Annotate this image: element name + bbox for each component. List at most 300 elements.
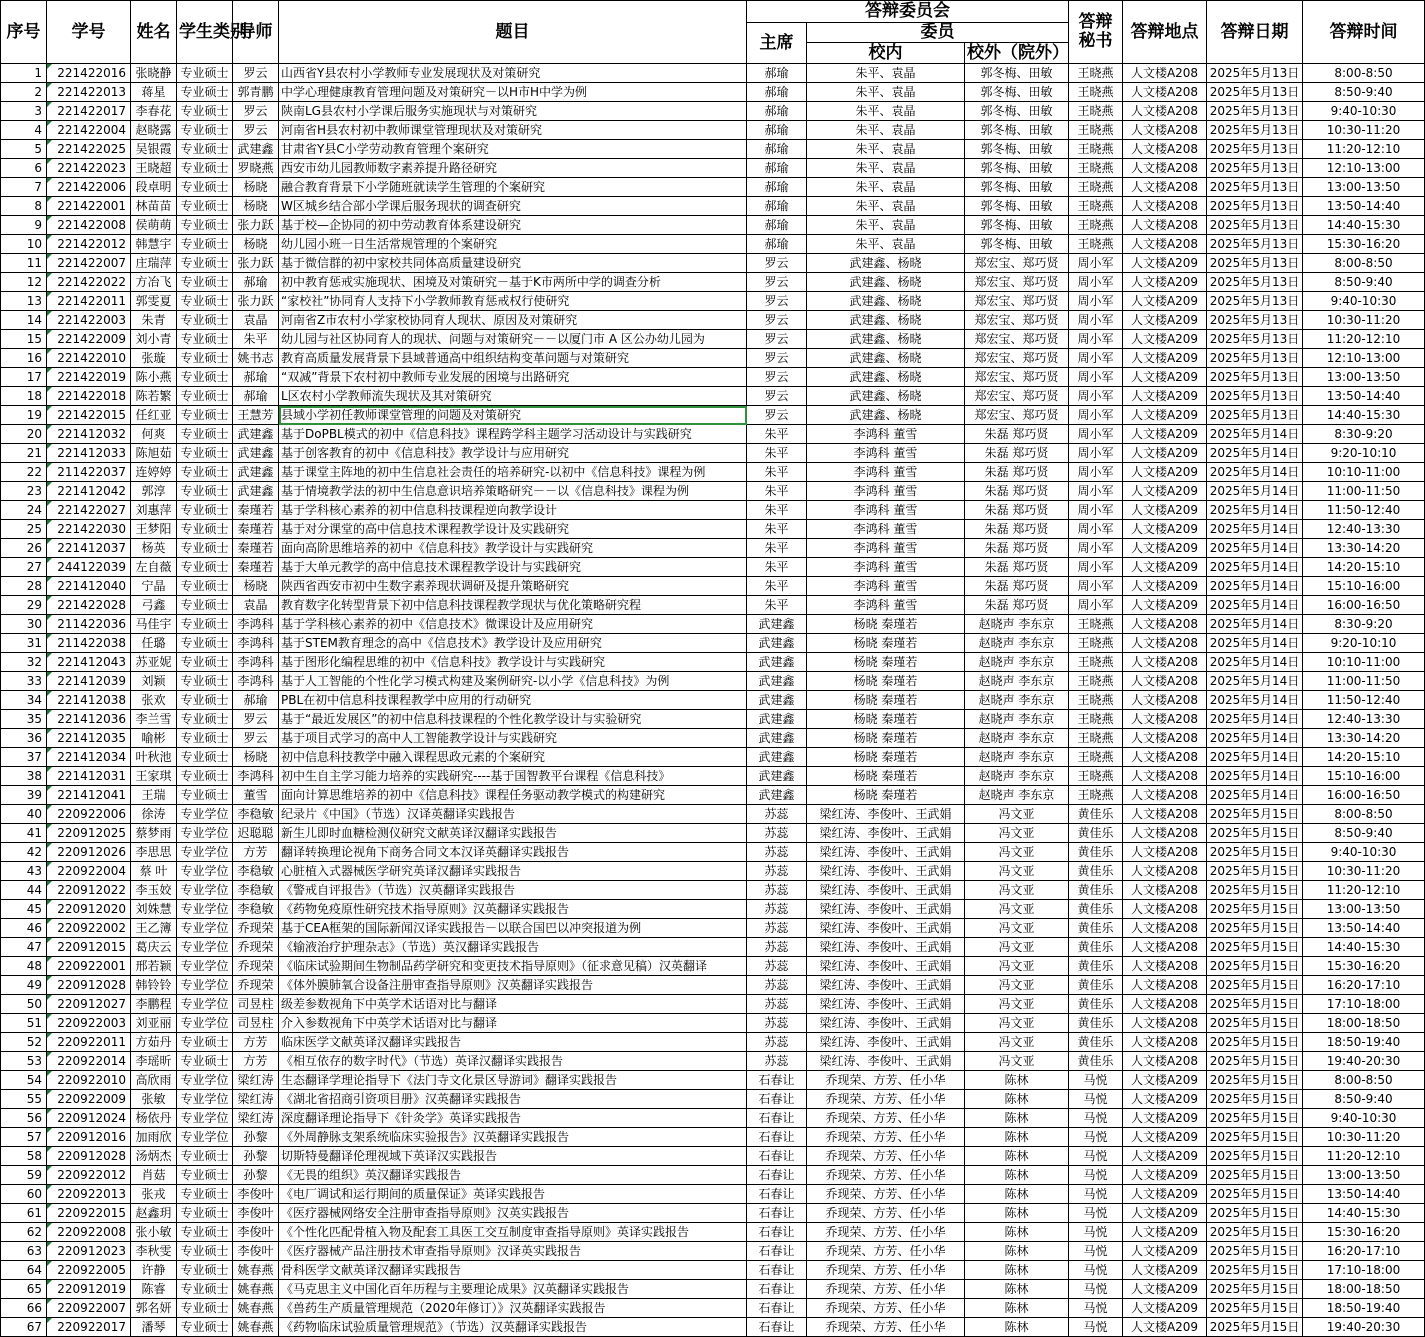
table-row[interactable] bbox=[1, 1185, 1425, 1204]
cell-time[interactable]: 9:40-10:30 bbox=[1303, 843, 1425, 862]
cell-student-id[interactable]: 221412043 bbox=[47, 653, 131, 672]
cell-secretary[interactable]: 黄佳乐 bbox=[1069, 976, 1123, 995]
cell-time[interactable]: 13:30-14:20 bbox=[1303, 729, 1425, 748]
cell-time[interactable]: 10:30-11:20 bbox=[1303, 311, 1425, 330]
cell-name[interactable]: 刘姝慧 bbox=[131, 900, 177, 919]
cell-seq[interactable]: 54 bbox=[1, 1071, 47, 1090]
cell-time[interactable]: 17:10-18:00 bbox=[1303, 995, 1425, 1014]
cell-secretary[interactable]: 周小军 bbox=[1069, 501, 1123, 520]
cell-title[interactable]: 骨科医学文献英译汉翻译实践报告 bbox=[279, 1261, 747, 1280]
table-row[interactable] bbox=[1, 1242, 1425, 1261]
cell-title[interactable]: 新生儿即时血糖检测仪研究文献英译汉翻译实践报告 bbox=[279, 824, 747, 843]
cell-advisor[interactable]: 武建鑫 bbox=[233, 463, 279, 482]
table-row[interactable] bbox=[1, 919, 1425, 938]
cell-chair[interactable]: 苏蕊 bbox=[747, 805, 807, 824]
cell-advisor[interactable]: 李稳敏 bbox=[233, 900, 279, 919]
table-row[interactable] bbox=[1, 1109, 1425, 1128]
table-row[interactable] bbox=[1, 1071, 1425, 1090]
cell-seq[interactable]: 43 bbox=[1, 862, 47, 881]
cell-secretary[interactable]: 王晓燕 bbox=[1069, 83, 1123, 102]
table-row[interactable] bbox=[1, 501, 1425, 520]
cell-student-type[interactable]: 专业硕士 bbox=[177, 729, 233, 748]
cell-chair[interactable]: 石春让 bbox=[747, 1242, 807, 1261]
cell-name[interactable]: 郭名妍 bbox=[131, 1299, 177, 1318]
cell-name[interactable]: 王乙簿 bbox=[131, 919, 177, 938]
cell-external-members[interactable]: 陈林 bbox=[965, 1071, 1069, 1090]
cell-internal-members[interactable]: 李鸿科 董雪 bbox=[807, 463, 965, 482]
cell-internal-members[interactable]: 朱平、袁晶 bbox=[807, 64, 965, 83]
header-title[interactable]: 题目 bbox=[279, 1, 747, 64]
cell-student-type[interactable]: 专业硕士 bbox=[177, 1280, 233, 1299]
cell-seq[interactable]: 45 bbox=[1, 900, 47, 919]
cell-time[interactable]: 10:30-11:20 bbox=[1303, 121, 1425, 140]
cell-seq[interactable]: 66 bbox=[1, 1299, 47, 1318]
cell-external-members[interactable]: 冯文亚 bbox=[965, 938, 1069, 957]
cell-location[interactable]: 人文楼A209 bbox=[1123, 292, 1207, 311]
cell-location[interactable]: 人文楼A209 bbox=[1123, 1128, 1207, 1147]
cell-student-id[interactable]: 221422016 bbox=[47, 64, 131, 83]
cell-chair[interactable]: 武建鑫 bbox=[747, 691, 807, 710]
cell-time[interactable]: 14:20-15:10 bbox=[1303, 748, 1425, 767]
cell-title[interactable]: 县域小学初任教师课堂管理的问题及对策研究 bbox=[279, 406, 747, 425]
cell-secretary[interactable]: 黄佳乐 bbox=[1069, 805, 1123, 824]
cell-external-members[interactable]: 朱磊 郑巧贤 bbox=[965, 577, 1069, 596]
cell-time[interactable]: 13:50-14:40 bbox=[1303, 197, 1425, 216]
cell-location[interactable]: 人文楼A209 bbox=[1123, 1109, 1207, 1128]
cell-location[interactable]: 人文楼A208 bbox=[1123, 995, 1207, 1014]
cell-advisor[interactable]: 秦瑾若 bbox=[233, 501, 279, 520]
cell-student-type[interactable]: 专业硕士 bbox=[177, 1261, 233, 1280]
cell-external-members[interactable]: 郑宏宝、郑巧贤 bbox=[965, 387, 1069, 406]
cell-advisor[interactable]: 郝瑜 bbox=[233, 387, 279, 406]
cell-date[interactable]: 2025年5月13日 bbox=[1207, 235, 1303, 254]
cell-location[interactable]: 人文楼A208 bbox=[1123, 900, 1207, 919]
cell-internal-members[interactable]: 武建鑫、杨晓 bbox=[807, 273, 965, 292]
cell-time[interactable]: 15:30-16:20 bbox=[1303, 957, 1425, 976]
cell-date[interactable]: 2025年5月15日 bbox=[1207, 938, 1303, 957]
cell-student-type[interactable]: 专业硕士 bbox=[177, 1033, 233, 1052]
cell-seq[interactable]: 3 bbox=[1, 102, 47, 121]
cell-chair[interactable]: 朱平 bbox=[747, 539, 807, 558]
cell-title[interactable]: 甘肃省Y县C小学劳动教育管理个案研究 bbox=[279, 140, 747, 159]
cell-advisor[interactable]: 姚春燕 bbox=[233, 1261, 279, 1280]
cell-name[interactable]: 蔡 叶 bbox=[131, 862, 177, 881]
cell-student-type[interactable]: 专业硕士 bbox=[177, 1242, 233, 1261]
table-row[interactable] bbox=[1, 881, 1425, 900]
cell-student-id[interactable]: 220912027 bbox=[47, 995, 131, 1014]
cell-secretary[interactable]: 周小军 bbox=[1069, 292, 1123, 311]
cell-external-members[interactable]: 冯文亚 bbox=[965, 919, 1069, 938]
cell-chair[interactable]: 石春让 bbox=[747, 1185, 807, 1204]
cell-seq[interactable]: 2 bbox=[1, 83, 47, 102]
cell-secretary[interactable]: 黄佳乐 bbox=[1069, 1014, 1123, 1033]
cell-time[interactable]: 13:50-14:40 bbox=[1303, 919, 1425, 938]
table-row[interactable] bbox=[1, 1052, 1425, 1071]
cell-location[interactable]: 人文楼A208 bbox=[1123, 843, 1207, 862]
cell-external-members[interactable]: 郭冬梅、田敏 bbox=[965, 64, 1069, 83]
table-row[interactable] bbox=[1, 1166, 1425, 1185]
cell-student-id[interactable]: 220912023 bbox=[47, 1242, 131, 1261]
cell-advisor[interactable]: 杨晓 bbox=[233, 577, 279, 596]
cell-date[interactable]: 2025年5月13日 bbox=[1207, 254, 1303, 273]
cell-title[interactable]: 基于学科核心素养的初中《信息技术》微课设计及应用研究 bbox=[279, 615, 747, 634]
cell-chair[interactable]: 郝瑜 bbox=[747, 83, 807, 102]
cell-advisor[interactable]: 袁晶 bbox=[233, 311, 279, 330]
cell-external-members[interactable]: 冯文亚 bbox=[965, 900, 1069, 919]
cell-location[interactable]: 人文楼A209 bbox=[1123, 254, 1207, 273]
cell-seq[interactable]: 61 bbox=[1, 1204, 47, 1223]
cell-time[interactable]: 8:50-9:40 bbox=[1303, 83, 1425, 102]
cell-secretary[interactable]: 黄佳乐 bbox=[1069, 938, 1123, 957]
cell-chair[interactable]: 苏蕊 bbox=[747, 862, 807, 881]
cell-time[interactable]: 8:00-8:50 bbox=[1303, 1071, 1425, 1090]
cell-name[interactable]: 赵鑫玥 bbox=[131, 1204, 177, 1223]
header-student-id[interactable]: 学号 bbox=[47, 1, 131, 64]
cell-title[interactable]: 《警戒自评报告》（节选）汉英翻译实践报告 bbox=[279, 881, 747, 900]
cell-student-id[interactable]: 221412037 bbox=[47, 539, 131, 558]
cell-advisor[interactable]: 梁红涛 bbox=[233, 1109, 279, 1128]
cell-external-members[interactable]: 陈林 bbox=[965, 1204, 1069, 1223]
cell-student-id[interactable]: 220922009 bbox=[47, 1090, 131, 1109]
cell-student-type[interactable]: 专业硕士 bbox=[177, 330, 233, 349]
table-row[interactable] bbox=[1, 311, 1425, 330]
cell-student-id[interactable]: 220912025 bbox=[47, 824, 131, 843]
cell-date[interactable]: 2025年5月13日 bbox=[1207, 387, 1303, 406]
cell-title[interactable]: 《马克思主义中国化百年历程与主要理论成果》汉英翻译实践报告 bbox=[279, 1280, 747, 1299]
cell-name[interactable]: 连婷婷 bbox=[131, 463, 177, 482]
cell-seq[interactable]: 16 bbox=[1, 349, 47, 368]
cell-student-type[interactable]: 专业硕士 bbox=[177, 121, 233, 140]
cell-chair[interactable]: 罗云 bbox=[747, 406, 807, 425]
table-row[interactable] bbox=[1, 634, 1425, 653]
cell-chair[interactable]: 武建鑫 bbox=[747, 710, 807, 729]
cell-location[interactable]: 人文楼A208 bbox=[1123, 121, 1207, 140]
cell-chair[interactable]: 石春让 bbox=[747, 1261, 807, 1280]
cell-internal-members[interactable]: 杨晓 秦瑾若 bbox=[807, 729, 965, 748]
cell-time[interactable]: 14:20-15:10 bbox=[1303, 558, 1425, 577]
cell-secretary[interactable]: 王晓燕 bbox=[1069, 672, 1123, 691]
cell-time[interactable]: 13:00-13:50 bbox=[1303, 178, 1425, 197]
cell-secretary[interactable]: 马悦 bbox=[1069, 1223, 1123, 1242]
cell-seq[interactable]: 60 bbox=[1, 1185, 47, 1204]
cell-seq[interactable]: 23 bbox=[1, 482, 47, 501]
cell-advisor[interactable]: 武建鑫 bbox=[233, 482, 279, 501]
cell-date[interactable]: 2025年5月14日 bbox=[1207, 539, 1303, 558]
cell-chair[interactable]: 朱平 bbox=[747, 482, 807, 501]
cell-internal-members[interactable]: 朱平、袁晶 bbox=[807, 197, 965, 216]
cell-name[interactable]: 李春花 bbox=[131, 102, 177, 121]
cell-secretary[interactable]: 马悦 bbox=[1069, 1128, 1123, 1147]
cell-date[interactable]: 2025年5月15日 bbox=[1207, 1109, 1303, 1128]
cell-seq[interactable]: 31 bbox=[1, 634, 47, 653]
table-row[interactable] bbox=[1, 1014, 1425, 1033]
cell-advisor[interactable]: 杨晓 bbox=[233, 235, 279, 254]
cell-external-members[interactable]: 冯文亚 bbox=[965, 1014, 1069, 1033]
cell-date[interactable]: 2025年5月13日 bbox=[1207, 121, 1303, 140]
cell-advisor[interactable]: 罗云 bbox=[233, 102, 279, 121]
cell-internal-members[interactable]: 朱平、袁晶 bbox=[807, 140, 965, 159]
cell-external-members[interactable]: 赵晓声 李东京 bbox=[965, 653, 1069, 672]
cell-seq[interactable]: 34 bbox=[1, 691, 47, 710]
cell-student-id[interactable]: 221422015 bbox=[47, 406, 131, 425]
cell-seq[interactable]: 48 bbox=[1, 957, 47, 976]
cell-external-members[interactable]: 赵晓声 李东京 bbox=[965, 729, 1069, 748]
cell-title[interactable]: 基于项目式学习的高中人工智能教学设计与实践研究 bbox=[279, 729, 747, 748]
cell-advisor[interactable]: 李俊叶 bbox=[233, 1223, 279, 1242]
cell-time[interactable]: 11:50-12:40 bbox=[1303, 691, 1425, 710]
cell-secretary[interactable]: 马悦 bbox=[1069, 1109, 1123, 1128]
cell-time[interactable]: 8:00-8:50 bbox=[1303, 254, 1425, 273]
cell-seq[interactable]: 32 bbox=[1, 653, 47, 672]
cell-date[interactable]: 2025年5月14日 bbox=[1207, 463, 1303, 482]
cell-external-members[interactable]: 朱磊 郑巧贤 bbox=[965, 501, 1069, 520]
cell-time[interactable]: 16:00-16:50 bbox=[1303, 596, 1425, 615]
cell-student-id[interactable]: 220922007 bbox=[47, 1299, 131, 1318]
cell-time[interactable]: 8:30-9:20 bbox=[1303, 425, 1425, 444]
cell-secretary[interactable]: 周小军 bbox=[1069, 558, 1123, 577]
cell-date[interactable]: 2025年5月13日 bbox=[1207, 140, 1303, 159]
cell-secretary[interactable]: 马悦 bbox=[1069, 1299, 1123, 1318]
cell-internal-members[interactable]: 李鸿科 董雪 bbox=[807, 425, 965, 444]
cell-seq[interactable]: 65 bbox=[1, 1280, 47, 1299]
cell-external-members[interactable]: 郭冬梅、田敏 bbox=[965, 83, 1069, 102]
cell-chair[interactable]: 苏蕊 bbox=[747, 1014, 807, 1033]
cell-seq[interactable]: 30 bbox=[1, 615, 47, 634]
cell-name[interactable]: 葛庆云 bbox=[131, 938, 177, 957]
cell-chair[interactable]: 朱平 bbox=[747, 444, 807, 463]
cell-internal-members[interactable]: 梁红涛、李俊叶、王武娟 bbox=[807, 862, 965, 881]
cell-advisor[interactable]: 方芳 bbox=[233, 1033, 279, 1052]
cell-name[interactable]: 杨英 bbox=[131, 539, 177, 558]
cell-date[interactable]: 2025年5月15日 bbox=[1207, 1014, 1303, 1033]
cell-time[interactable]: 11:20-12:10 bbox=[1303, 881, 1425, 900]
cell-time[interactable]: 14:40-15:30 bbox=[1303, 1204, 1425, 1223]
cell-title[interactable]: 《输液治疗护理杂志》（节选）英汉翻译实践报告 bbox=[279, 938, 747, 957]
cell-location[interactable]: 人文楼A208 bbox=[1123, 919, 1207, 938]
cell-student-type[interactable]: 专业硕士 bbox=[177, 1147, 233, 1166]
cell-name[interactable]: 宁晶 bbox=[131, 577, 177, 596]
cell-name[interactable]: 许静 bbox=[131, 1261, 177, 1280]
cell-title[interactable]: “双减”背景下农村初中教师专业发展的困境与出路研究 bbox=[279, 368, 747, 387]
cell-chair[interactable]: 石春让 bbox=[747, 1147, 807, 1166]
cell-external-members[interactable]: 陈林 bbox=[965, 1109, 1069, 1128]
cell-title[interactable]: 《兽药生产质量管理规范（2020年修订）》汉英翻译实践报告 bbox=[279, 1299, 747, 1318]
cell-internal-members[interactable]: 乔现荣、方芳、任小华 bbox=[807, 1299, 965, 1318]
cell-advisor[interactable]: 张力跃 bbox=[233, 254, 279, 273]
cell-external-members[interactable]: 冯文亚 bbox=[965, 995, 1069, 1014]
cell-external-members[interactable]: 朱磊 郑巧贤 bbox=[965, 520, 1069, 539]
table-row[interactable] bbox=[1, 387, 1425, 406]
cell-time[interactable]: 10:30-11:20 bbox=[1303, 1128, 1425, 1147]
cell-location[interactable]: 人文楼A209 bbox=[1123, 349, 1207, 368]
cell-location[interactable]: 人文楼A209 bbox=[1123, 1204, 1207, 1223]
cell-advisor[interactable]: 孙黎 bbox=[233, 1166, 279, 1185]
cell-date[interactable]: 2025年5月13日 bbox=[1207, 83, 1303, 102]
cell-internal-members[interactable]: 武建鑫、杨晓 bbox=[807, 368, 965, 387]
cell-external-members[interactable]: 朱磊 郑巧贤 bbox=[965, 425, 1069, 444]
cell-name[interactable]: 韩慧宇 bbox=[131, 235, 177, 254]
cell-student-type[interactable]: 专业硕士 bbox=[177, 254, 233, 273]
cell-title[interactable]: 基于创客教育的初中《信息科技》教学设计与应用研究 bbox=[279, 444, 747, 463]
table-row[interactable] bbox=[1, 976, 1425, 995]
cell-date[interactable]: 2025年5月15日 bbox=[1207, 1033, 1303, 1052]
cell-name[interactable]: 邢若颖 bbox=[131, 957, 177, 976]
cell-date[interactable]: 2025年5月15日 bbox=[1207, 1242, 1303, 1261]
cell-name[interactable]: 蒋星 bbox=[131, 83, 177, 102]
cell-chair[interactable]: 武建鑫 bbox=[747, 615, 807, 634]
cell-advisor[interactable]: 罗晓燕 bbox=[233, 159, 279, 178]
cell-date[interactable]: 2025年5月15日 bbox=[1207, 919, 1303, 938]
cell-internal-members[interactable]: 李鸿科 董雪 bbox=[807, 558, 965, 577]
cell-date[interactable]: 2025年5月13日 bbox=[1207, 292, 1303, 311]
cell-student-id[interactable]: 220922001 bbox=[47, 957, 131, 976]
cell-student-id[interactable]: 221412039 bbox=[47, 672, 131, 691]
cell-student-type[interactable]: 专业硕士 bbox=[177, 748, 233, 767]
header-members[interactable]: 委员 bbox=[807, 23, 1069, 43]
table-row[interactable] bbox=[1, 596, 1425, 615]
cell-advisor[interactable]: 姚春燕 bbox=[233, 1318, 279, 1337]
cell-student-type[interactable]: 专业硕士 bbox=[177, 83, 233, 102]
table-row[interactable] bbox=[1, 140, 1425, 159]
cell-time[interactable]: 12:10-13:00 bbox=[1303, 349, 1425, 368]
cell-seq[interactable]: 20 bbox=[1, 425, 47, 444]
cell-student-type[interactable]: 专业硕士 bbox=[177, 1299, 233, 1318]
cell-external-members[interactable]: 朱磊 郑巧贤 bbox=[965, 444, 1069, 463]
cell-student-id[interactable]: 221412032 bbox=[47, 425, 131, 444]
cell-location[interactable]: 人文楼A209 bbox=[1123, 1280, 1207, 1299]
cell-student-id[interactable]: 220912026 bbox=[47, 843, 131, 862]
cell-student-id[interactable]: 221412040 bbox=[47, 577, 131, 596]
cell-title[interactable]: 临床医学文献英译汉翻译实践报告 bbox=[279, 1033, 747, 1052]
cell-internal-members[interactable]: 李鸿科 董雪 bbox=[807, 539, 965, 558]
cell-title[interactable]: 基于人工智能的个性化学习模式构建及案例研究-以小学《信息科技》为例 bbox=[279, 672, 747, 691]
cell-location[interactable]: 人文楼A209 bbox=[1123, 1242, 1207, 1261]
header-location[interactable]: 答辩地点 bbox=[1123, 1, 1207, 64]
cell-secretary[interactable]: 王晓燕 bbox=[1069, 64, 1123, 83]
cell-location[interactable]: 人文楼A208 bbox=[1123, 1052, 1207, 1071]
cell-external-members[interactable]: 朱磊 郑巧贤 bbox=[965, 482, 1069, 501]
cell-name[interactable]: 陈旭茹 bbox=[131, 444, 177, 463]
cell-chair[interactable]: 武建鑫 bbox=[747, 634, 807, 653]
cell-time[interactable]: 13:50-14:40 bbox=[1303, 387, 1425, 406]
cell-seq[interactable]: 25 bbox=[1, 520, 47, 539]
cell-advisor[interactable]: 姚春燕 bbox=[233, 1280, 279, 1299]
table-row[interactable] bbox=[1, 368, 1425, 387]
cell-advisor[interactable]: 乔现荣 bbox=[233, 919, 279, 938]
cell-external-members[interactable]: 郭冬梅、田敏 bbox=[965, 121, 1069, 140]
cell-chair[interactable]: 苏蕊 bbox=[747, 900, 807, 919]
cell-name[interactable]: 苏亚妮 bbox=[131, 653, 177, 672]
cell-advisor[interactable]: 李稳敏 bbox=[233, 805, 279, 824]
cell-external-members[interactable]: 冯文亚 bbox=[965, 1033, 1069, 1052]
cell-external-members[interactable]: 郭冬梅、田敏 bbox=[965, 140, 1069, 159]
cell-internal-members[interactable]: 朱平、袁晶 bbox=[807, 121, 965, 140]
cell-title[interactable]: 《体外膜肺氧合设备注册审查指导原则》汉英翻译实践报告 bbox=[279, 976, 747, 995]
cell-location[interactable]: 人文楼A209 bbox=[1123, 425, 1207, 444]
cell-student-id[interactable]: 220922011 bbox=[47, 1033, 131, 1052]
cell-internal-members[interactable]: 梁红涛、李俊叶、王武娟 bbox=[807, 1052, 965, 1071]
cell-name[interactable]: 赵晓露 bbox=[131, 121, 177, 140]
cell-time[interactable]: 18:00-18:50 bbox=[1303, 1014, 1425, 1033]
cell-seq[interactable]: 19 bbox=[1, 406, 47, 425]
header-secretary[interactable]: 答辩秘书 bbox=[1069, 1, 1123, 64]
cell-title[interactable]: 教育高质量发展背景下县域普通高中组织结构变革问题与对策研究 bbox=[279, 349, 747, 368]
cell-internal-members[interactable]: 武建鑫、杨晓 bbox=[807, 311, 965, 330]
cell-student-type[interactable]: 专业硕士 bbox=[177, 444, 233, 463]
cell-time[interactable]: 15:30-16:20 bbox=[1303, 235, 1425, 254]
cell-time[interactable]: 19:40-20:30 bbox=[1303, 1052, 1425, 1071]
cell-student-id[interactable]: 220912022 bbox=[47, 881, 131, 900]
cell-location[interactable]: 人文楼A208 bbox=[1123, 938, 1207, 957]
cell-external-members[interactable]: 陈林 bbox=[965, 1128, 1069, 1147]
cell-student-id[interactable]: 221422011 bbox=[47, 292, 131, 311]
cell-chair[interactable]: 苏蕊 bbox=[747, 957, 807, 976]
cell-secretary[interactable]: 王晓燕 bbox=[1069, 159, 1123, 178]
cell-external-members[interactable]: 冯文亚 bbox=[965, 957, 1069, 976]
cell-secretary[interactable]: 马悦 bbox=[1069, 1318, 1123, 1337]
cell-student-type[interactable]: 专业学位 bbox=[177, 1109, 233, 1128]
table-row[interactable] bbox=[1, 102, 1425, 121]
cell-advisor[interactable]: 杨晓 bbox=[233, 197, 279, 216]
cell-student-type[interactable]: 专业硕士 bbox=[177, 482, 233, 501]
table-row[interactable] bbox=[1, 425, 1425, 444]
cell-student-type[interactable]: 专业硕士 bbox=[177, 786, 233, 805]
table-row[interactable] bbox=[1, 292, 1425, 311]
cell-location[interactable]: 人文楼A209 bbox=[1123, 501, 1207, 520]
cell-internal-members[interactable]: 乔现荣、方芳、任小华 bbox=[807, 1242, 965, 1261]
cell-secretary[interactable]: 王晓燕 bbox=[1069, 786, 1123, 805]
cell-seq[interactable]: 1 bbox=[1, 64, 47, 83]
cell-name[interactable]: 侯萌萌 bbox=[131, 216, 177, 235]
cell-time[interactable]: 14:40-15:30 bbox=[1303, 938, 1425, 957]
cell-name[interactable]: 陈若繁 bbox=[131, 387, 177, 406]
cell-secretary[interactable]: 王晓燕 bbox=[1069, 634, 1123, 653]
cell-seq[interactable]: 33 bbox=[1, 672, 47, 691]
cell-internal-members[interactable]: 杨晓 秦瑾若 bbox=[807, 615, 965, 634]
cell-date[interactable]: 2025年5月14日 bbox=[1207, 653, 1303, 672]
cell-name[interactable]: 王家琪 bbox=[131, 767, 177, 786]
cell-student-type[interactable]: 专业学位 bbox=[177, 1071, 233, 1090]
cell-internal-members[interactable]: 朱平、袁晶 bbox=[807, 102, 965, 121]
cell-secretary[interactable]: 马悦 bbox=[1069, 1204, 1123, 1223]
cell-name[interactable]: 加雨欣 bbox=[131, 1128, 177, 1147]
cell-date[interactable]: 2025年5月14日 bbox=[1207, 691, 1303, 710]
cell-location[interactable]: 人文楼A208 bbox=[1123, 634, 1207, 653]
cell-date[interactable]: 2025年5月14日 bbox=[1207, 425, 1303, 444]
cell-location[interactable]: 人文楼A208 bbox=[1123, 197, 1207, 216]
cell-location[interactable]: 人文楼A208 bbox=[1123, 1014, 1207, 1033]
cell-title[interactable]: 《医疗器械产品注册技术审查指导原则》汉译英实践报告 bbox=[279, 1242, 747, 1261]
cell-location[interactable]: 人文楼A208 bbox=[1123, 102, 1207, 121]
table-row[interactable] bbox=[1, 520, 1425, 539]
cell-time[interactable]: 15:10-16:00 bbox=[1303, 767, 1425, 786]
cell-chair[interactable]: 郝瑜 bbox=[747, 121, 807, 140]
cell-chair[interactable]: 苏蕊 bbox=[747, 938, 807, 957]
cell-name[interactable]: 李鹏程 bbox=[131, 995, 177, 1014]
cell-student-type[interactable]: 专业硕士 bbox=[177, 596, 233, 615]
cell-external-members[interactable]: 陈林 bbox=[965, 1318, 1069, 1337]
table-row[interactable] bbox=[1, 957, 1425, 976]
cell-date[interactable]: 2025年5月14日 bbox=[1207, 444, 1303, 463]
cell-date[interactable]: 2025年5月15日 bbox=[1207, 1166, 1303, 1185]
cell-location[interactable]: 人文楼A209 bbox=[1123, 1185, 1207, 1204]
cell-student-type[interactable]: 专业硕士 bbox=[177, 653, 233, 672]
cell-secretary[interactable]: 马悦 bbox=[1069, 1147, 1123, 1166]
cell-internal-members[interactable]: 杨晓 秦瑾若 bbox=[807, 786, 965, 805]
cell-time[interactable]: 16:00-16:50 bbox=[1303, 786, 1425, 805]
cell-internal-members[interactable]: 乔现荣、方芳、任小华 bbox=[807, 1318, 965, 1337]
cell-location[interactable]: 人文楼A208 bbox=[1123, 235, 1207, 254]
